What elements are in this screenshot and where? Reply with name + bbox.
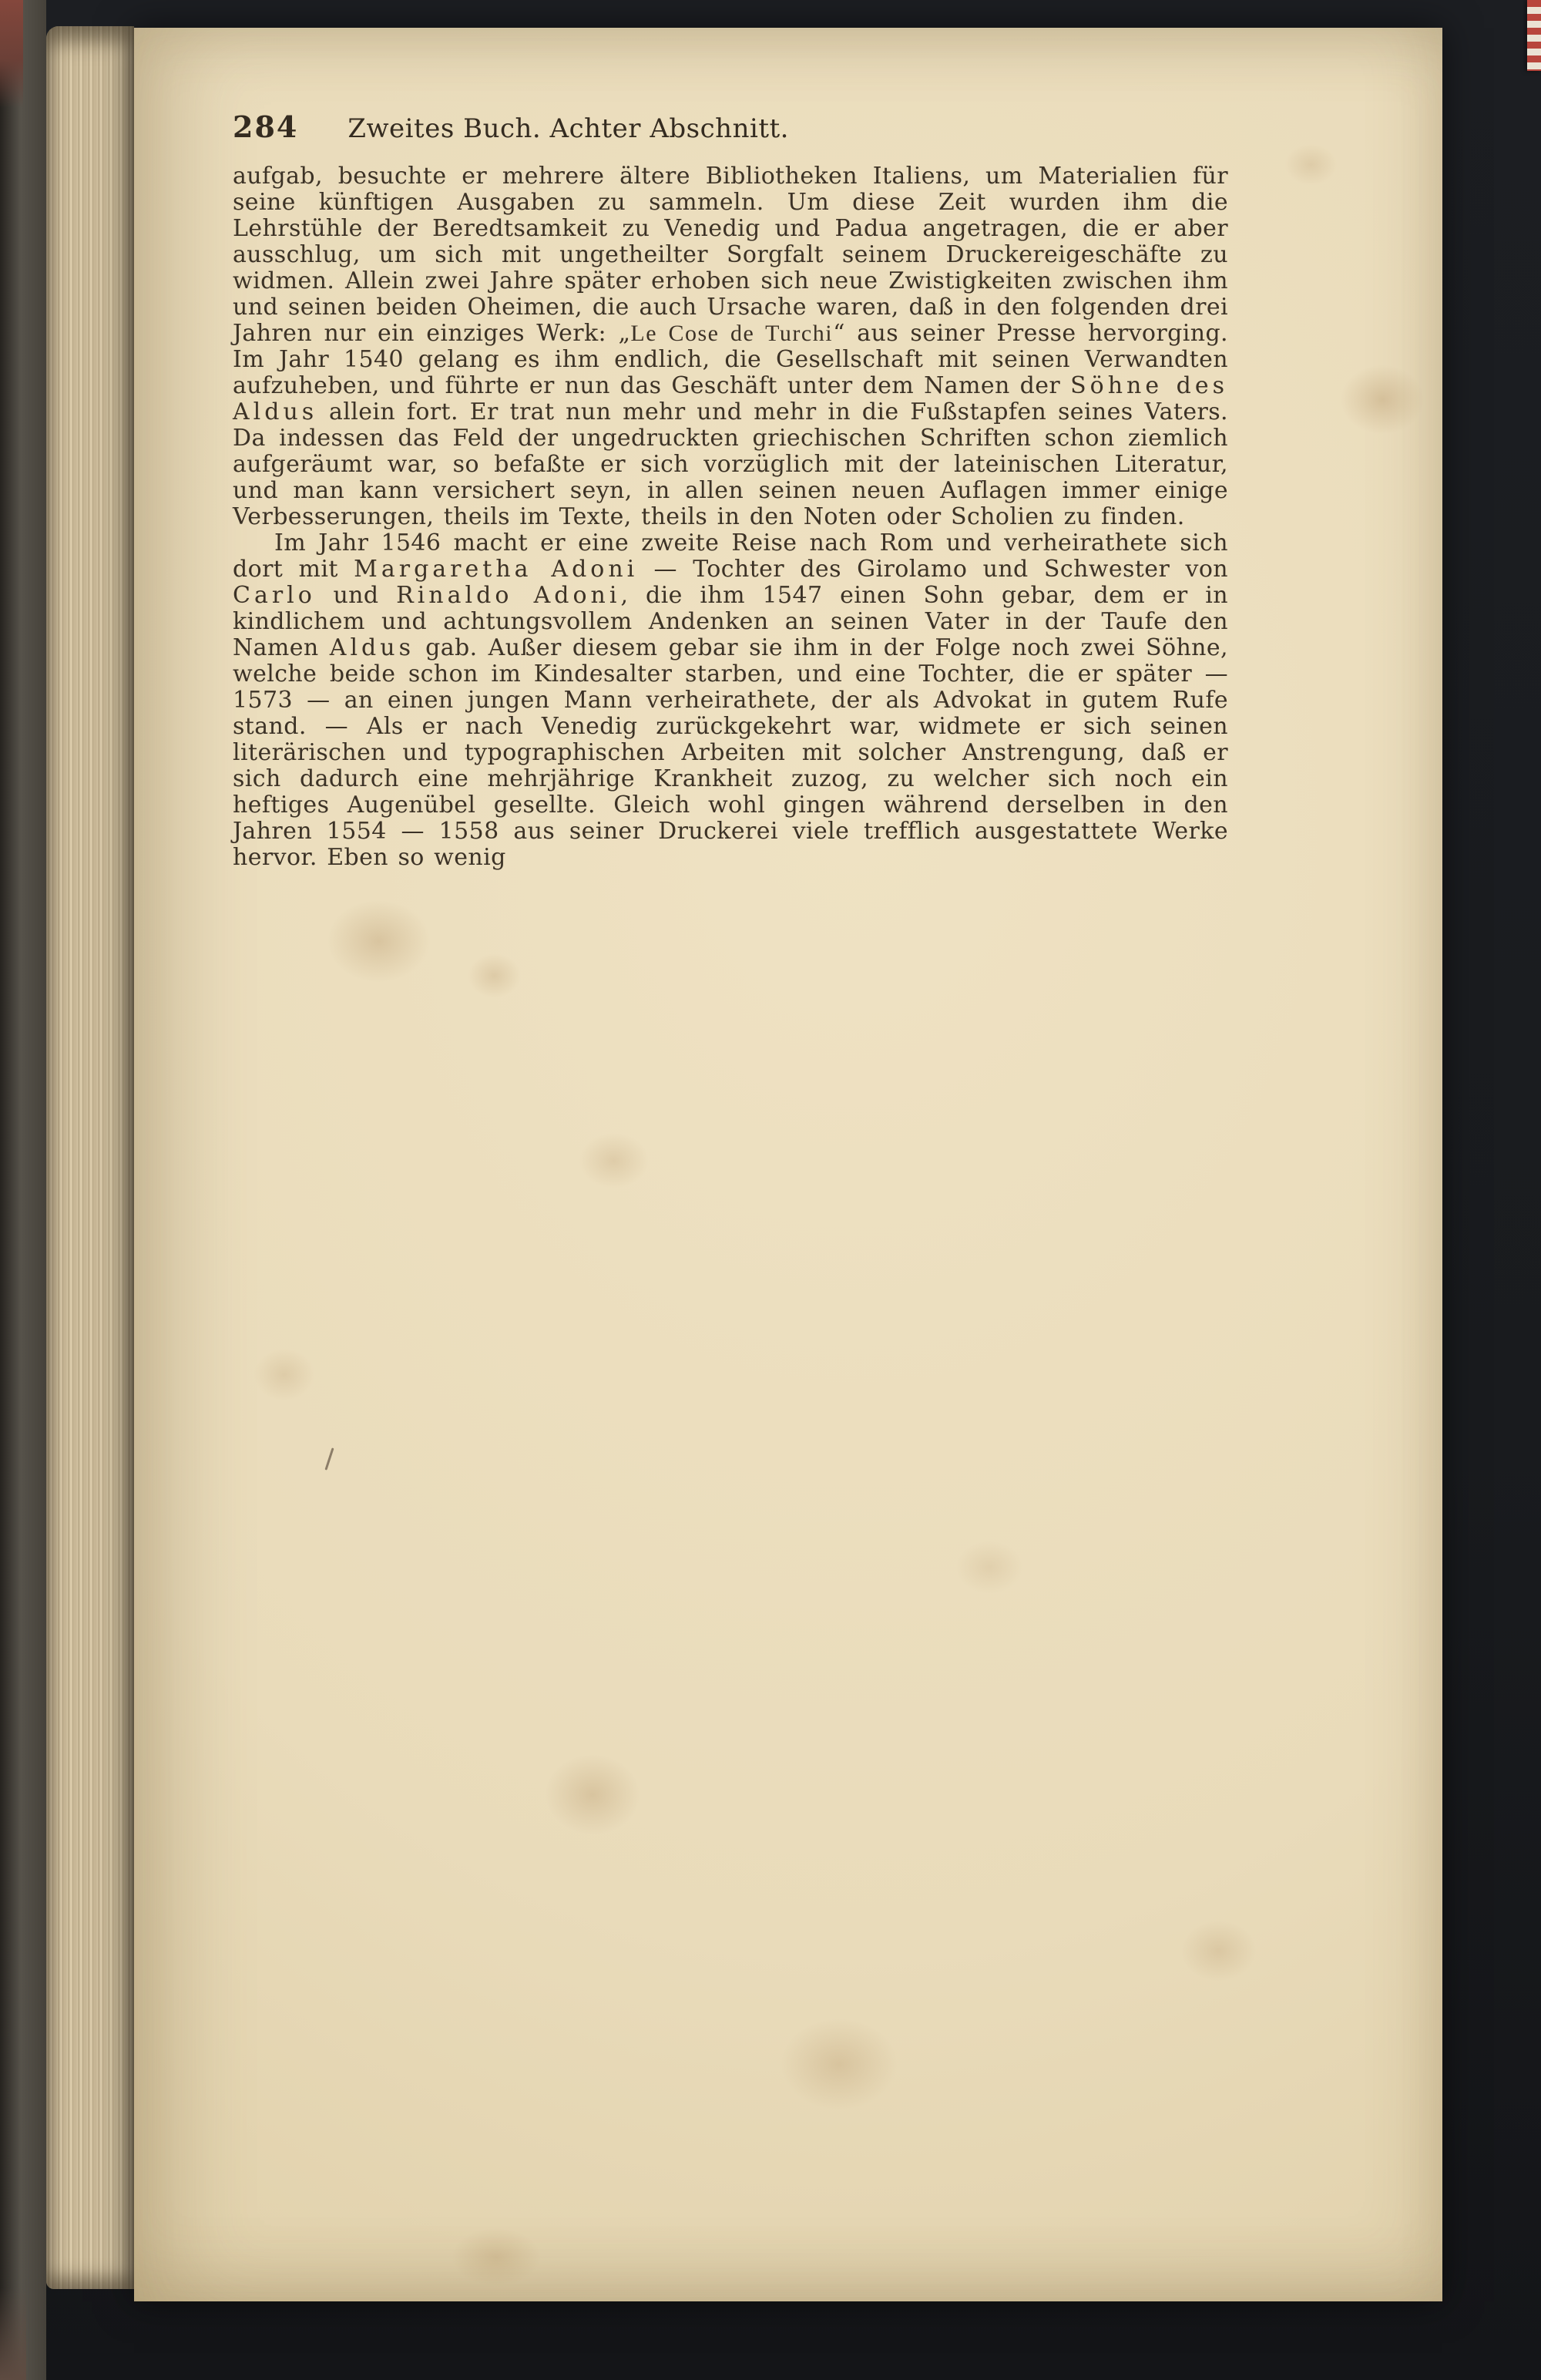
letterspaced-name: Rinaldo Adoni <box>396 582 621 609</box>
text-run: “ aus seiner Presse hervorging. Im Jahr 1540 gelang es ihm endlich, die Gesellschaft mit seinen Verwandten aufzuheben, und führte er nun das Geschäft unter dem Namen der <box>233 320 1228 399</box>
paragraph <box>233 530 1228 871</box>
page-header <box>233 109 1228 144</box>
headband-red-stripes <box>1527 0 1541 71</box>
pen-mark <box>324 1447 334 1470</box>
letterspaced-name: Margaretha Adoni <box>354 556 639 583</box>
foxing-stain <box>435 2217 558 2298</box>
foxing-stain <box>307 883 450 999</box>
foxing-stain <box>458 945 531 1007</box>
foxing-stain <box>1167 1908 1271 1993</box>
text-run: — Tochter des Girolamo und Schwester von <box>638 556 1228 583</box>
letterspaced-name: Söhne des Aldus <box>233 372 1228 425</box>
text-run: gab. Außer diesem gebar sie ihm in der Folge noch zwei Söhne, welche beide schon im Kindesalter starben, und eine Tochter, die er später — 1573 — an einen jungen Mann verheirathete, der als Advokat in gutem Rufe stand. — Als er nach Venedig zurückgekehrt war, widmete er sich seinen literärischen und typographischen Arbeiten mit solcher Anstrengung, daß er sich dadurch eine mehrjährige Krankheit zuzog, zu welcher sich noch ein heftiges Augenübel gesellte. Gleich wohl gingen während derselben in den Jahren 1554 — 1558 aus seiner Druckerei viele trefflich ausgestattete Werke hervor. Eben so wenig <box>233 634 1228 871</box>
page-number: 284 <box>233 109 299 144</box>
spine-top-corner <box>0 0 23 108</box>
page-body <box>233 163 1228 871</box>
foxing-stain <box>1324 351 1440 448</box>
latin-book-title: Le Cose de Turchi <box>630 321 834 346</box>
paragraph <box>233 163 1228 530</box>
text-run: allein fort. Er trat nun mehr und mehr in die Fußstapfen seines Vaters. Da indessen das Feld der ungedruckten griechischen Schriften schon ziemlich aufgeräumt war, so befaßte er sich vorzüglich mit der lateinischen Literatur, und man kann versichert seyn, in allen seinen neuen Auflagen immer einige Verbesserungen, theils im Texte, theils in den Noten oder Scholien zu finden. <box>233 398 1228 530</box>
book-page <box>134 28 1442 2301</box>
running-title: Zweites Buch. Achter Abschnitt. <box>347 113 789 144</box>
text-run: Im Jahr 1546 macht er eine zweite Reise nach Rom und verheirathete sich dort mit <box>233 529 1228 583</box>
spine-bottom-corner <box>0 2288 26 2380</box>
foxing-stain <box>242 1338 327 1411</box>
page-stack-edges <box>46 26 134 2289</box>
foxing-stain <box>1274 136 1348 193</box>
foxing-stain <box>527 1739 658 1851</box>
foxing-stain <box>758 2001 920 2128</box>
book-cover-edge <box>0 0 46 2380</box>
text-run: und <box>315 582 397 609</box>
foxing-stain <box>566 1122 662 1199</box>
letterspaced-name: Carlo <box>233 582 316 609</box>
foxing-stain <box>943 1531 1036 1604</box>
text-run: , die ihm 1547 einen Sohn gebar, dem er in kindlichem und achtungsvollem Andenken an seinen Vater in der Taufe den Namen <box>233 582 1228 661</box>
letterspaced-name: Aldus <box>329 634 415 661</box>
text-run: aufgab, besuchte er mehrere ältere Bibliotheken Italiens, um Materialien für seine künftigen Ausgaben zu sammeln. Um diese Zeit wurden ihm die Lehrstühle der Beredtsamkeit zu Venedig und Padua angetragen, die er aber ausschlug, um sich mit ungetheilter Sorgfalt seinem Druckereigeschäfte zu widmen. Allein zwei Jahre später erhoben sich neue Zwistigkeiten zwischen ihm und seinen beiden Oheimen, die auch Ursache waren, daß in den folgenden drei Jahren nur ein einziges Werk: „ <box>233 163 1228 347</box>
